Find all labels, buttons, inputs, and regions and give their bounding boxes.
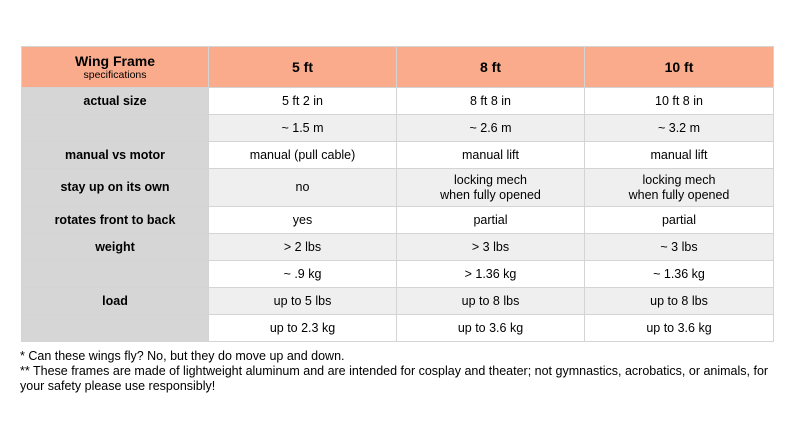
table-row	[22, 169, 774, 207]
row-value: ~ 2.6 m	[397, 115, 585, 142]
table-row	[22, 88, 774, 115]
row-label: weight	[22, 234, 209, 261]
row-value: locking mech when fully opened	[397, 169, 585, 207]
row-value: locking mech when fully opened	[585, 169, 774, 207]
row-value: ~ 1.36 kg	[585, 261, 774, 288]
table-row	[22, 315, 774, 342]
row-value: up to 2.3 kg	[209, 315, 397, 342]
row-value: manual lift	[397, 142, 585, 169]
row-label: stay up on its own	[22, 169, 209, 207]
footnote-safety: ** These frames are made of lightweight aluminum and are intended for cosplay and theater; not gymnastics, acrobatics, or animals, for your safety please use responsibly!	[20, 364, 769, 393]
table-row	[22, 288, 774, 315]
row-value: up to 8 lbs	[585, 288, 774, 315]
row-value: > 3 lbs	[397, 234, 585, 261]
row-value: no	[209, 169, 397, 207]
row-label: manual vs motor	[22, 142, 209, 169]
column-header-5ft: 5 ft	[209, 47, 397, 88]
row-value: 5 ft 2 in	[209, 88, 397, 115]
row-label	[22, 261, 209, 288]
wing-frame-spec-table	[21, 46, 774, 342]
table-title-cell	[22, 47, 209, 88]
table-header-row	[22, 47, 774, 88]
row-value: ~ 3 lbs	[585, 234, 774, 261]
table-row	[22, 115, 774, 142]
footnotes	[20, 349, 780, 394]
row-value: up to 8 lbs	[397, 288, 585, 315]
row-label	[22, 115, 209, 142]
row-value: up to 3.6 kg	[585, 315, 774, 342]
column-header-10ft: 10 ft	[585, 47, 774, 88]
table-title: Wing Frame	[75, 53, 155, 69]
row-value: partial	[585, 207, 774, 234]
row-label: load	[22, 288, 209, 315]
footnote-fly: * Can these wings fly? No, but they do move up and down.	[20, 349, 345, 363]
table-row	[22, 234, 774, 261]
row-value: partial	[397, 207, 585, 234]
table-subtitle: specifications	[83, 69, 147, 81]
row-value: manual (pull cable)	[209, 142, 397, 169]
table-row	[22, 207, 774, 234]
row-label	[22, 315, 209, 342]
row-value: 10 ft 8 in	[585, 88, 774, 115]
row-label: actual size	[22, 88, 209, 115]
row-value: manual lift	[585, 142, 774, 169]
row-value: ~ 3.2 m	[585, 115, 774, 142]
row-value: > 2 lbs	[209, 234, 397, 261]
row-value: up to 3.6 kg	[397, 315, 585, 342]
row-value: up to 5 lbs	[209, 288, 397, 315]
row-value: > 1.36 kg	[397, 261, 585, 288]
row-value: 8 ft 8 in	[397, 88, 585, 115]
table-row	[22, 261, 774, 288]
column-header-8ft: 8 ft	[397, 47, 585, 88]
row-value: yes	[209, 207, 397, 234]
row-value: ~ 1.5 m	[209, 115, 397, 142]
row-value: ~ .9 kg	[209, 261, 397, 288]
row-label: rotates front to back	[22, 207, 209, 234]
table-row	[22, 142, 774, 169]
